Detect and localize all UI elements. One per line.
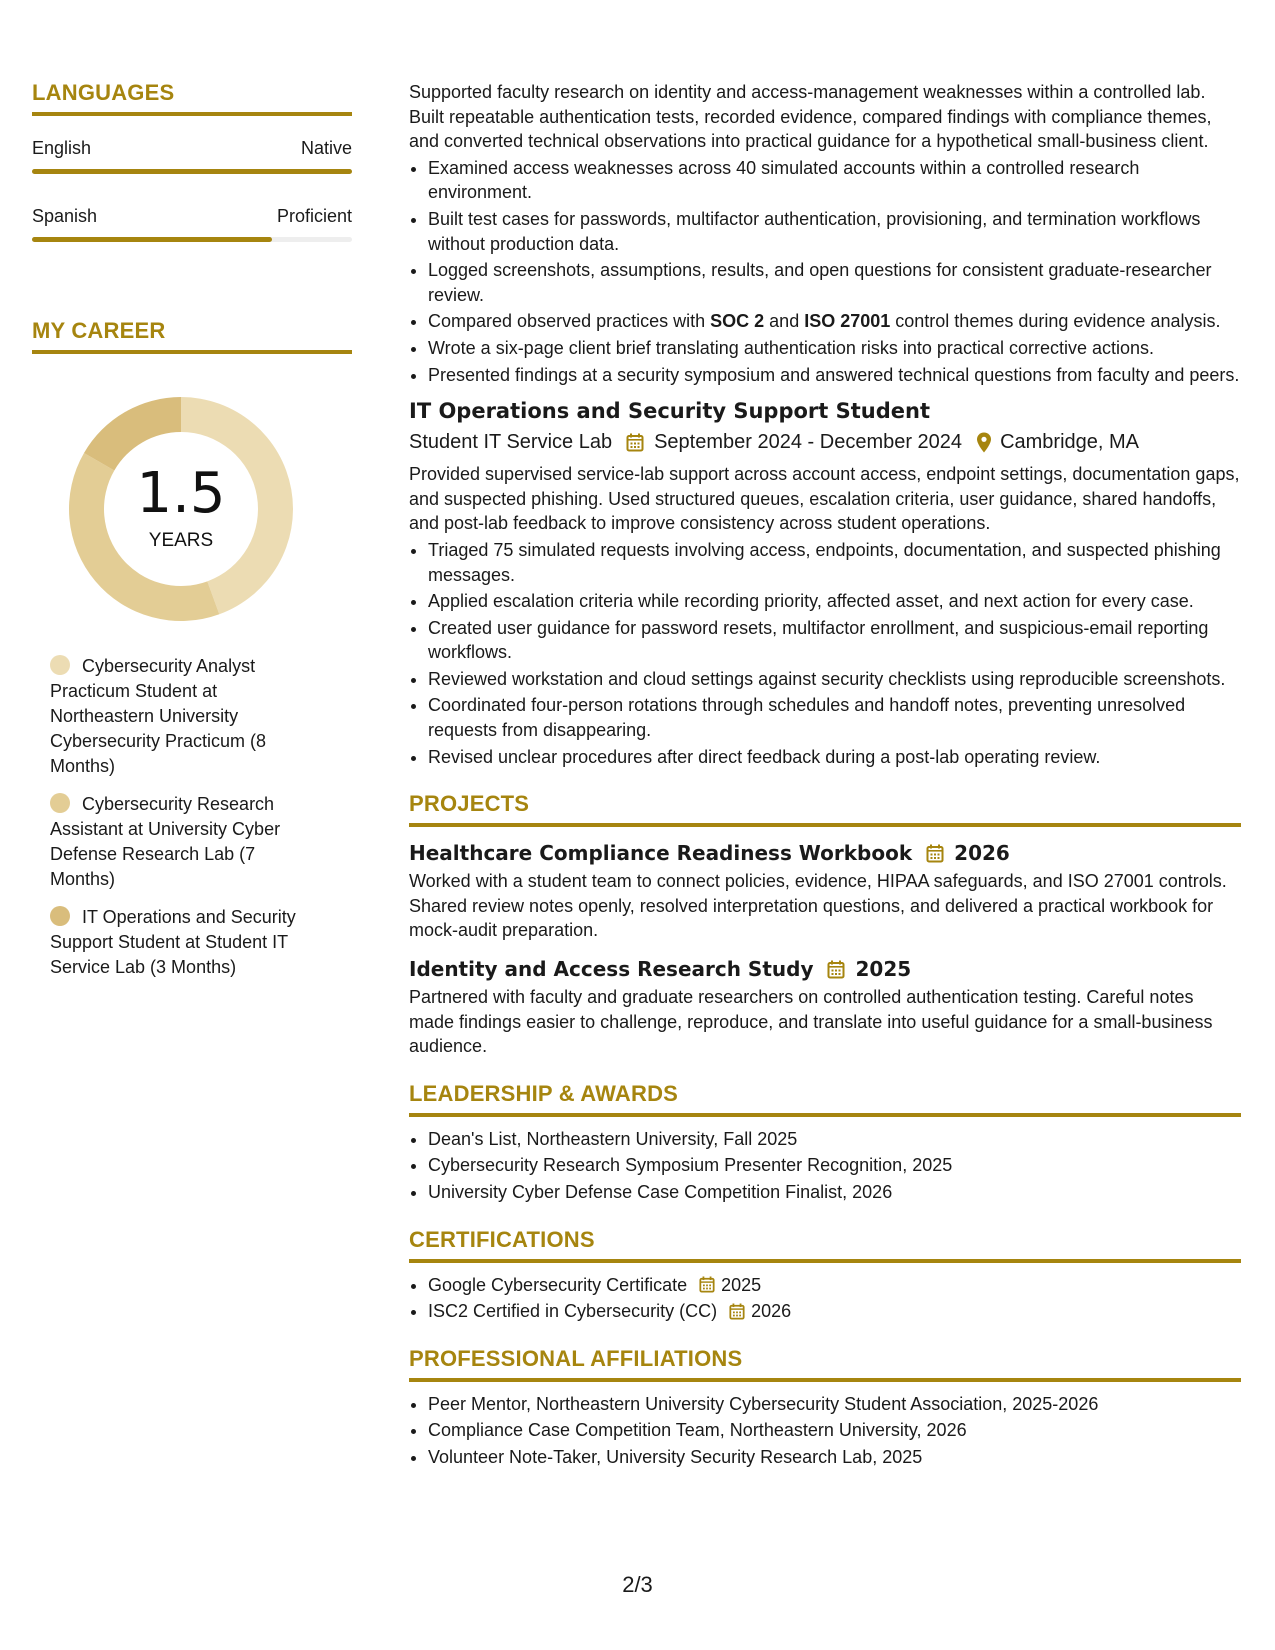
bullet-bold-text: SOC 2: [710, 311, 765, 332]
job-bullet: • Revised unclear procedures after direct feedback during a post-lab operating review.: [428, 745, 1241, 770]
affiliations-list: [409, 1392, 1241, 1470]
language-level-bar: [32, 169, 352, 174]
legend-dot-icon: [50, 906, 70, 926]
job-bullet: • Triaged 75 simulated requests involving access, endpoints, documentation, and suspected phishing messages.: [428, 538, 1241, 587]
job-bullet: • Presented findings at a security symposium and answered technical questions from faculty and peers.: [428, 363, 1241, 388]
languages-heading: LANGUAGES: [32, 80, 352, 116]
legend-dot-icon: [50, 655, 70, 675]
job-description: Provided supervised service-lab support across account access, endpoint settings, documentation gaps, and suspected phishing. Used structured queues, escalation criteria, user guidance, shared handoffs, and post-lab feedback to improve consistency across student operations.: [409, 464, 1240, 534]
language-level-fill: [32, 237, 272, 242]
career-heading: MY CAREER: [32, 318, 352, 354]
certification-item: [428, 1273, 1241, 1298]
leadership-list: [409, 1127, 1241, 1205]
job-bullets: [409, 156, 1241, 387]
affiliation-item: • Peer Mentor, Northeastern University Cybersecurity Student Association, 2025-2026: [428, 1392, 1241, 1417]
bullet-text: and: [764, 311, 805, 332]
calendar-icon: [926, 844, 944, 863]
job-bullet: • Wrote a six-page client brief translating authentication risks into practical corrective actions.: [428, 336, 1241, 361]
career-legend-item: [50, 654, 315, 779]
job-bullet: • Created user guidance for password resets, multifactor enrollment, and suspicious-email reporting workflows.: [428, 616, 1241, 665]
language-level-bar: [32, 237, 352, 242]
project-title: [409, 841, 1241, 865]
career-role-label: Cybersecurity Analyst Practicum Student at Northeastern University Cybersecurity Practicum (8 Months): [50, 656, 267, 776]
bullet-bold-text: ISO 27001: [804, 311, 891, 332]
certification-item: [428, 1299, 1241, 1324]
project-name: Identity and Access Research Study: [409, 957, 814, 982]
affiliation-item: • Volunteer Note-Taker, University Security Research Lab, 2025: [428, 1445, 1241, 1470]
project-description: Worked with a student team to connect policies, evidence, HIPAA safeguards, and ISO 27001 controls. Shared review notes openly, resolved interpretation questions, and delivered a practical workbook for mock-audit preparation.: [409, 871, 1227, 941]
page-number: 2/3: [622, 1572, 653, 1597]
career-role-label: IT Operations and Security Support Student at Student IT Service Lab (3 Months): [50, 907, 296, 977]
language-level: Native: [300, 138, 352, 158]
leadership-section: [409, 1081, 1241, 1205]
language-name: English: [32, 138, 92, 158]
job-bullet: • Logged screenshots, assumptions, results, and open questions for consistent graduate-researcher review.: [428, 258, 1241, 307]
affiliations-heading: PROFESSIONAL AFFILIATIONS: [409, 1346, 1241, 1382]
job-bullet: • Built test cases for passwords, multifactor authentication, provisioning, and termination workflows without production data.: [428, 207, 1241, 256]
career-role-label: Cybersecurity Research Assistant at University Cyber Defense Research Lab (7 Months): [50, 794, 281, 889]
language-item: [32, 206, 352, 242]
legend-dot-icon: [50, 793, 70, 813]
certification-year: 2025: [721, 1274, 762, 1295]
career-legend-item: [50, 792, 315, 892]
affiliation-item: • Compliance Case Competition Team, Northeastern University, 2026: [428, 1418, 1241, 1443]
job-title: IT Operations and Security Support Student: [409, 399, 931, 424]
certifications-heading: CERTIFICATIONS: [409, 1227, 1241, 1263]
leadership-item: • Cybersecurity Research Symposium Presenter Recognition, 2025: [428, 1153, 1241, 1178]
language-item: [32, 138, 352, 174]
job-bullet: • Examined access weaknesses across 40 simulated accounts within a controlled research environment.: [428, 156, 1241, 205]
affiliations-section: [409, 1346, 1241, 1470]
job-bullet: • Coordinated four-person rotations through schedules and handoff notes, preventing unresolved requests from disappearing.: [428, 693, 1241, 742]
certification-year: 2026: [751, 1301, 792, 1322]
career-legend: [50, 654, 315, 980]
projects-section: [409, 791, 1241, 1059]
bullet-text: Compared observed practices with: [428, 311, 711, 332]
calendar-icon: [699, 1276, 715, 1293]
projects-heading: PROJECTS: [409, 791, 1241, 827]
certifications-section: [409, 1227, 1241, 1324]
job-bullets: [409, 538, 1241, 769]
job-dates: September 2024 - December 2024: [654, 431, 963, 454]
job-bullet: • Applied escalation criteria while recording priority, affected asset, and next action for every case.: [428, 589, 1241, 614]
certification-name: • ISC2 Certified in Cybersecurity (CC): [428, 1301, 718, 1322]
job-bullet: • Reviewed workstation and cloud settings against security checklists using reproducible screenshots.: [428, 667, 1241, 692]
calendar-icon: [626, 433, 644, 452]
job-meta: [409, 431, 1241, 454]
calendar-icon: [729, 1303, 745, 1320]
job-location: Cambridge, MA: [1000, 431, 1139, 454]
right-column: [409, 80, 1241, 1472]
location-pin-icon: [976, 432, 992, 453]
project-year: 2025: [855, 957, 912, 982]
job-bullet: [428, 309, 1241, 334]
project-name: Healthcare Compliance Readiness Workbook: [409, 841, 913, 866]
bullet-text: control themes during evidence analysis.: [890, 311, 1221, 332]
leadership-item: • University Cyber Defense Case Competition Finalist, 2026: [428, 1180, 1241, 1205]
calendar-icon: [827, 960, 845, 979]
language-level: Proficient: [276, 206, 352, 226]
career-total-unit: YEARS: [148, 530, 214, 551]
certifications-list: [409, 1273, 1241, 1324]
career-donut-chart: [66, 394, 296, 624]
language-level-fill: [32, 169, 352, 174]
certification-name: • Google Cybersecurity Certificate: [428, 1274, 688, 1295]
career-total-years: 1.5: [136, 461, 226, 526]
career-legend-item: [50, 905, 315, 980]
project-description: Partnered with faculty and graduate researchers on controlled authentication testing. Careful notes made findings easier to challenge, reproduce, and translate into useful guidance for a small-business audience.: [409, 987, 1213, 1057]
project-title: [409, 957, 1241, 981]
project-year: 2026: [954, 841, 1010, 866]
language-name: Spanish: [32, 206, 98, 226]
left-column: [32, 80, 352, 993]
leadership-heading: LEADERSHIP & AWARDS: [409, 1081, 1241, 1117]
job-org: Student IT Service Lab: [409, 431, 613, 454]
leadership-item: • Dean's List, Northeastern University, Fall 2025: [428, 1127, 1241, 1152]
job-description: Supported faculty research on identity and access-management weaknesses within a controlled lab. Built repeatable authentication tests, recorded evidence, compared findings with compliance themes, and converted technical observations into practical guidance for a hypothetical small-business client.: [409, 82, 1212, 152]
